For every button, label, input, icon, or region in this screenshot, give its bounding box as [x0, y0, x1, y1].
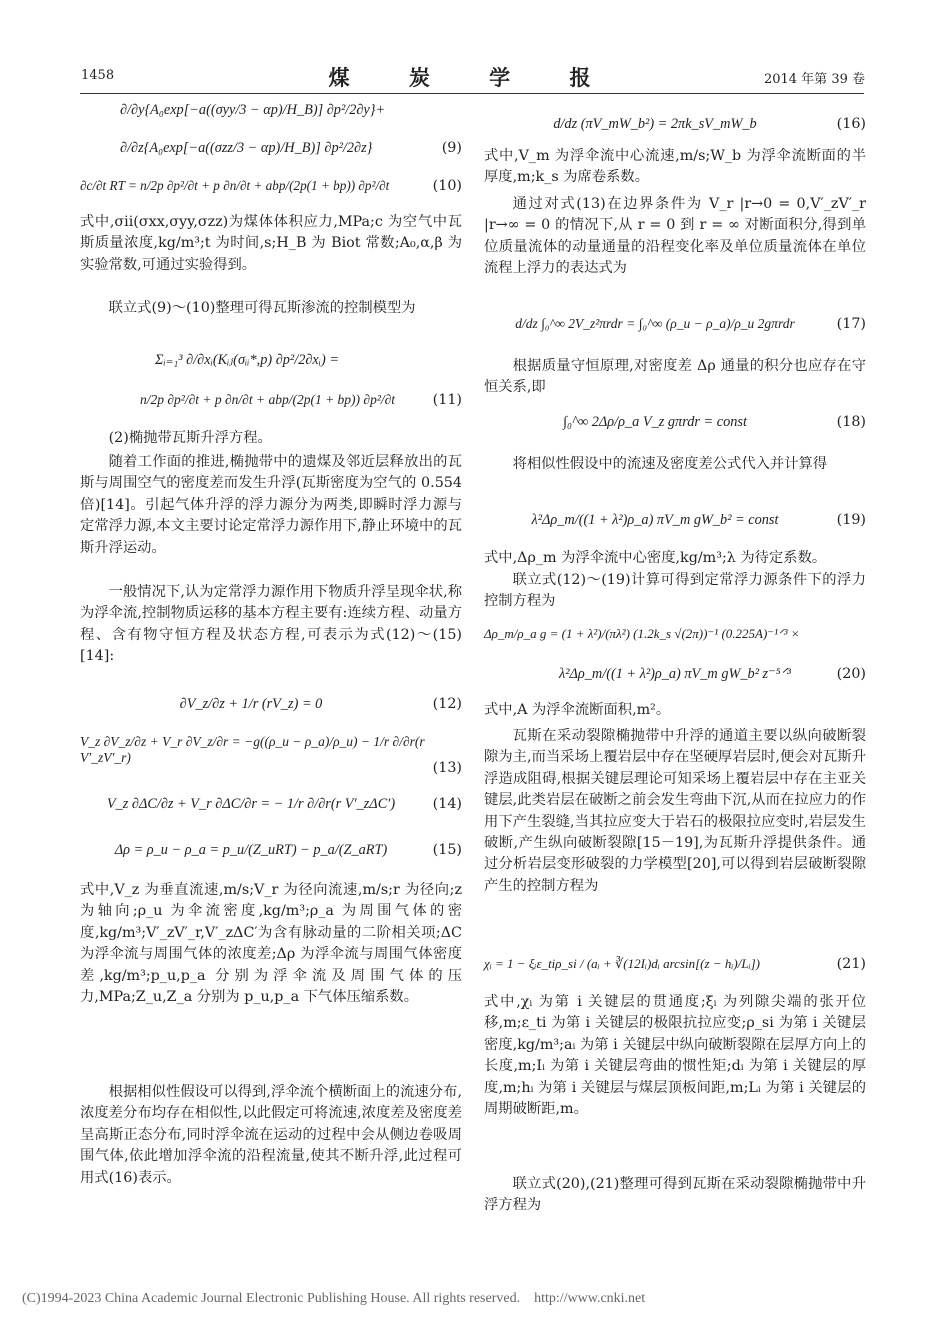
eq16: d/dz (πV_mW_b²) = 2πk_sV_mW_b [553, 116, 757, 132]
para-eq16-symbols: 式中,V_m 为浮伞流中心流速,m/s;W_b 为浮伞流断面的半厚度,m;k_s 为席卷系数。 [484, 148, 866, 186]
eq21-number: (21) [836, 956, 866, 972]
eq16-number: (16) [836, 116, 866, 132]
eq13-number: (13) [432, 760, 462, 776]
para-buoyancy-source: 随着工作面的推进,椭抛带中的遗煤及邻近层释放出的瓦斯与周围空气的密度差而发生升浮(瓦斯密度为空气的 0.554 倍)[14]。引起气体升浮的浮力源分为两类,即瞬时浮力源与定常浮力源,本文主要讨论定常浮力源作用下,静止环境中的瓦斯升浮运动。 [80, 454, 462, 556]
issue-info: 2014 年第 39 卷 [763, 72, 865, 87]
para-eq19-symbols: 式中,Δρ_m 为浮伞流中心密度,kg/m³;λ 为待定系数。 [484, 550, 827, 566]
para-eq15-symbols: 式中,V_z 为垂直流速,m/s;V_r 为径向流速,m/s;r 为径向;z 为轴向;ρ_u 为伞流密度,kg/m³;ρ_a 为周围气体的密度,kg/m³;V′_zV′_r,V′_zΔC′为含有脉动量的二阶相关项;ΔC 为浮伞流与周围气体的浓度差;Δρ 为浮伞流与周围气体密度差,kg/m³;p_u,p_a 分别为浮伞流及周围气体的压力,MPa;Z_u,Z_a 分别为 p_u,p_a 下气体压缩系数。 [80, 882, 462, 1006]
copyright-footer: (C)1994-2023 China Academic Journal Electronic Publishing House. All rights reserved. http://www.cnki.net [22, 1291, 646, 1306]
eq11-number: (11) [432, 392, 462, 408]
left-column [80, 102, 462, 1212]
eq20-number: (20) [836, 666, 866, 682]
para-fracture: 瓦斯在采动裂隙椭抛带中升浮的通道主要以纵向破断裂隙为主,而当采场上覆岩层中存在坚硬厚岩层时,便会对瓦斯升浮造成阻碍,根据关键层理论可知采场上覆岩层中存在主亚关键层,此类岩层在破断之前会发生弯曲下沉,从而在拉应力的作用下产生裂缝,当其拉应变大于岩石的极限拉应变时,岩层发生破断,产生纵向破断裂隙[15－19],为瓦斯升浮提供条件。通过分析岩层变形破裂的力学模型[20],可以得到岩层破断裂隙产生的控制方程为 [484, 728, 866, 894]
eq14-number: (14) [432, 796, 462, 812]
para-substitute: 将相似性假设中的流速及密度差公式代入并计算得 [512, 456, 828, 472]
eq9-line2: ∂/∂z{A₀exp[−a((σzz/3 − αp)/H_B)] ∂p²/2∂z} [120, 140, 373, 156]
right-column [484, 102, 866, 1218]
page-number: 1458 [81, 68, 115, 83]
eq17-number: (17) [836, 316, 866, 332]
eq15-number: (15) [432, 842, 462, 858]
eq9-number: (9) [441, 140, 462, 156]
subsection-heading: (2)椭抛带瓦斯升浮方程。 [108, 430, 272, 446]
eq13: V_z ∂V_z/∂z + V_r ∂V_z/∂r = −g((ρ_u − ρ_a)/ρ_u) − 1/r ∂/∂r(r V′_zV′_r) [80, 734, 425, 765]
para-mass-conservation: 根据质量守恒原理,对密度差 Δρ 通量的积分也应存在守恒关系,即 [484, 358, 866, 396]
para-plume-equations: 一般情况下,认为定常浮力源作用下物质升浮呈现伞状,称为浮伞流,控制物质运移的基本方程主要有:连续方程、动量方程、含有物守恒方程及状态方程,可表示为式(12)～(15)[14]: [80, 584, 462, 665]
para-join-9-10: 联立式(9)～(10)整理可得瓦斯渗流的控制模型为 [108, 300, 416, 316]
para-eq21-symbols: 式中,χᵢ 为第 i 关键层的贯通度;ξᵢ 为列隙尖端的张开位移,m;ε_ti 为第 i 关键层的极限抗拉应变;ρ_si 为第 i 关键层密度,kg/m³;aᵢ 为第 i 关键层中纵向破断裂隙在层厚方向上的长度,m;Iᵢ 为第 i 关键层弯曲的惯性矩;dᵢ 为第 i 关键层的厚度,m;hᵢ 为第 i 关键层与煤层顶板间距,m;Lᵢ 为第 i 关键层的周期破断距,m。 [484, 994, 866, 1118]
para-join-20-21: 联立式(20),(21)整理可得到瓦斯在采动裂隙椭抛带中升浮方程为 [484, 1176, 866, 1214]
eq18: ∫₀^∞ 2Δρ/ρ_a V_z gπrdr = const [563, 414, 747, 430]
eq18-number: (18) [836, 414, 866, 430]
para-similarity: 根据相似性假设可以得到,浮伞流个横断面上的流速分布,浓度差分布均存在相似性,以此假定可将流速,浓度差及密度差呈高斯正态分布,同时浮伞流在运动的过程中会从侧边卷吸周围气体,依此增加浮伞流的沿程流量,使其不断升浮,此过程可用式(16)表示。 [80, 1084, 462, 1186]
header-rule [80, 93, 864, 94]
eq15: Δρ = ρ_u − ρ_a = p_u/(Z_uRT) − p_a/(Z_aRT) [114, 842, 388, 858]
eq20-line1: Δρ_m/ρ_a g = (1 + λ²)/(πλ²) (1.2k_s √(2π))⁻¹ (0.225A)⁻¹ᐟ³ × [484, 626, 800, 641]
eq12-number: (12) [432, 696, 462, 712]
para-eq20-symbols: 式中,A 为浮伞流断面积,m²。 [484, 702, 671, 718]
para-integration: 通过对式(13)在边界条件为 V_r |r→0 = 0,V′_zV′_r |r→∞ = 0 的情况下,从 r = 0 到 r = ∞ 对断面积分,得到单位质量流体的动量通量的沿程变化率及单位质量流体在单位流程上浮力的表达式为 [484, 196, 866, 277]
eq9-line1: ∂/∂y{A₀exp[−a((σyy/3 − αp)/H_B)] ∂p²/2∂y}+ [120, 102, 386, 118]
eq10: ∂c/∂t RT = n/2p ∂p²/∂t + p ∂n/∂t + abp/(2p(1 + bp)) ∂p²/∂t [80, 178, 390, 193]
eq11-line1: Σᵢ₌₁³ ∂/∂xᵢ(Kᵢⱼ(σᵢᵢ*,p) ∂p²/2∂xᵢ) = [155, 352, 339, 368]
eq10-number: (10) [432, 178, 462, 194]
eq19: λ²Δρ_m/((1 + λ²)ρ_a) πV_m gW_b² = const [531, 512, 779, 528]
eq19-number: (19) [836, 512, 866, 528]
journal-title: 煤 炭 学 报 [328, 65, 617, 90]
eq20-line2: λ²Δρ_m/((1 + λ²)ρ_a) πV_m gW_b² z⁻⁵ᐟ³ [559, 666, 791, 682]
para-eq10-symbols: 式中,σii(σxx,σyy,σzz)为煤体体积应力,MPa;c 为空气中瓦斯质量浓度,kg/m³;t 为时间,s;H_B 为 Biot 常数;A₀,α,β 为实验常数,可通过实验得到。 [80, 214, 462, 273]
para-join-12-19: 联立式(12)～(19)计算可得到定常浮力源条件下的浮力控制方程为 [484, 572, 866, 610]
eq14: V_z ∂ΔC/∂z + V_r ∂ΔC/∂r = − 1/r ∂/∂r(r V′_zΔC′) [106, 796, 396, 812]
eq11-line2: n/2p ∂p²/∂t + p ∂n/∂t + abp/(2p(1 + bp)) ∂p²/∂t [140, 392, 396, 407]
eq17: d/dz ∫₀^∞ 2V_z²πrdr = ∫₀^∞ (ρ_u − ρ_a)/ρ_u 2gπrdr [515, 316, 795, 331]
eq21: χᵢ = 1 − ξᵢε_tiρ_si / (aᵢ + ∛(12Iᵢ)dᵢ arcsin[(z − hᵢ)/Lᵢ]) [484, 956, 761, 971]
eq12: ∂V_z/∂z + 1/r (rV_z) = 0 [179, 696, 323, 712]
